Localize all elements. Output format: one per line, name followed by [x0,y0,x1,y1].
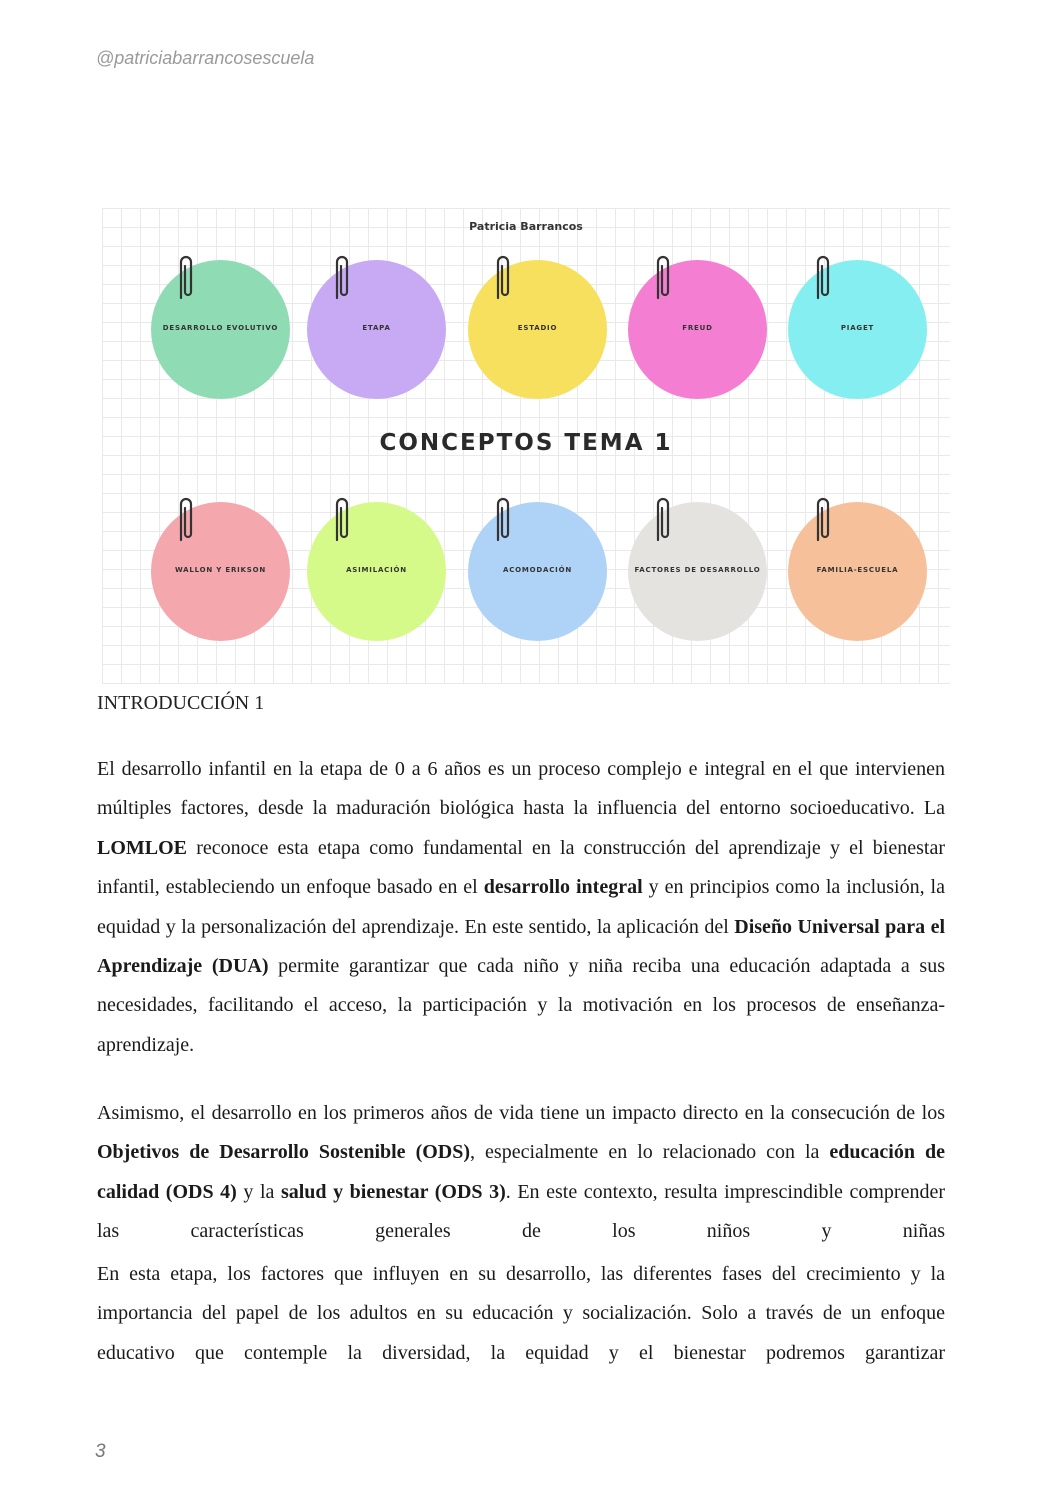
concept-circle [788,502,927,641]
paperclip-icon [652,252,674,304]
paperclip-icon [812,252,834,304]
paperclip-icon [175,252,197,304]
concept-circle [468,260,607,399]
section-heading: INTRODUCCIÓN 1 [97,692,265,714]
paragraph-2: Asimismo, el desarrollo en los primeros años de vida tiene un impacto directo en la consecución de los Objetivos de Desarrollo Sostenible (ODS), especialmente en lo relacionado con la educación de calidad (ODS 4) y la salud y bienestar (ODS 3). En este contexto, resulta imprescindible comprender las características generales de los niños y niñas [97,1102,946,1243]
concept-label: ACOMODACIÓN [502,566,572,574]
concept-label: FREUD [682,324,713,332]
concept-label: ESTADIO [517,324,558,332]
concept-circle [151,260,290,399]
concept-circle [788,260,927,399]
paragraph-1: El desarrollo infantil en la etapa de 0 a 6 años es un proceso complejo e integral en el que intervienen múltiples factores, desde la maduración biológica hasta la influencia del entorno socioeducativo. La LOMLOE reconoce esta etapa como fundamental en la construcción del aprendizaje y el bienestar infantil, estableciendo un enfoque basado en el desarrollo integral y en principios como la inclusión, la equidad y la personalización del aprendizaje. En este sentido, la aplicación del Diseño Universal para el Aprendizaje (DUA) permite garantizar que cada niño y niña reciba una educación adaptada a sus necesidades, facilitando el acceso, la participación y la motivación en los procesos de enseñanza-aprendizaje. [97,758,946,1056]
concept-label: ASIMILACIÓN [346,566,407,574]
paperclip-icon [331,252,353,304]
paragraph-3: En esta etapa, los factores que influyen en su desarrollo, las diferentes fases del crecimiento y la importancia del papel de los adultos en su educación y socialización. Solo a través de un enfoque educativo que contemple la diversidad, la equidad y el bienestar podremos garantizar [97,1263,945,1364]
paperclip-icon [175,494,197,546]
concept-circle [628,502,767,641]
paperclip-icon [492,494,514,546]
concept-label: FAMILIA-ESCUELA [816,566,899,574]
paperclip-icon [652,494,674,546]
header-handle: @patriciabarrancosescuela [96,48,315,68]
poster-author: Patricia Barrancos [469,220,583,233]
concept-circle [151,502,290,641]
paperclip-icon [331,494,353,546]
concepts-poster [102,208,950,684]
concept-circle [307,502,446,641]
concept-circle [307,260,446,399]
concept-circle [628,260,767,399]
concept-label: DESARROLLO EVOLUTIVO [162,324,279,332]
page-number: 3 [95,1441,106,1462]
concept-label: PIAGET [840,324,875,332]
paperclip-icon [492,252,514,304]
poster-title: CONCEPTOS TEMA 1 [379,430,673,456]
concept-label: ETAPA [362,324,391,332]
concept-label: FACTORES DE DESARROLLO [634,566,761,574]
concept-circle [468,502,607,641]
paperclip-icon [812,494,834,546]
concept-label: WALLON Y ERIKSON [174,566,267,574]
